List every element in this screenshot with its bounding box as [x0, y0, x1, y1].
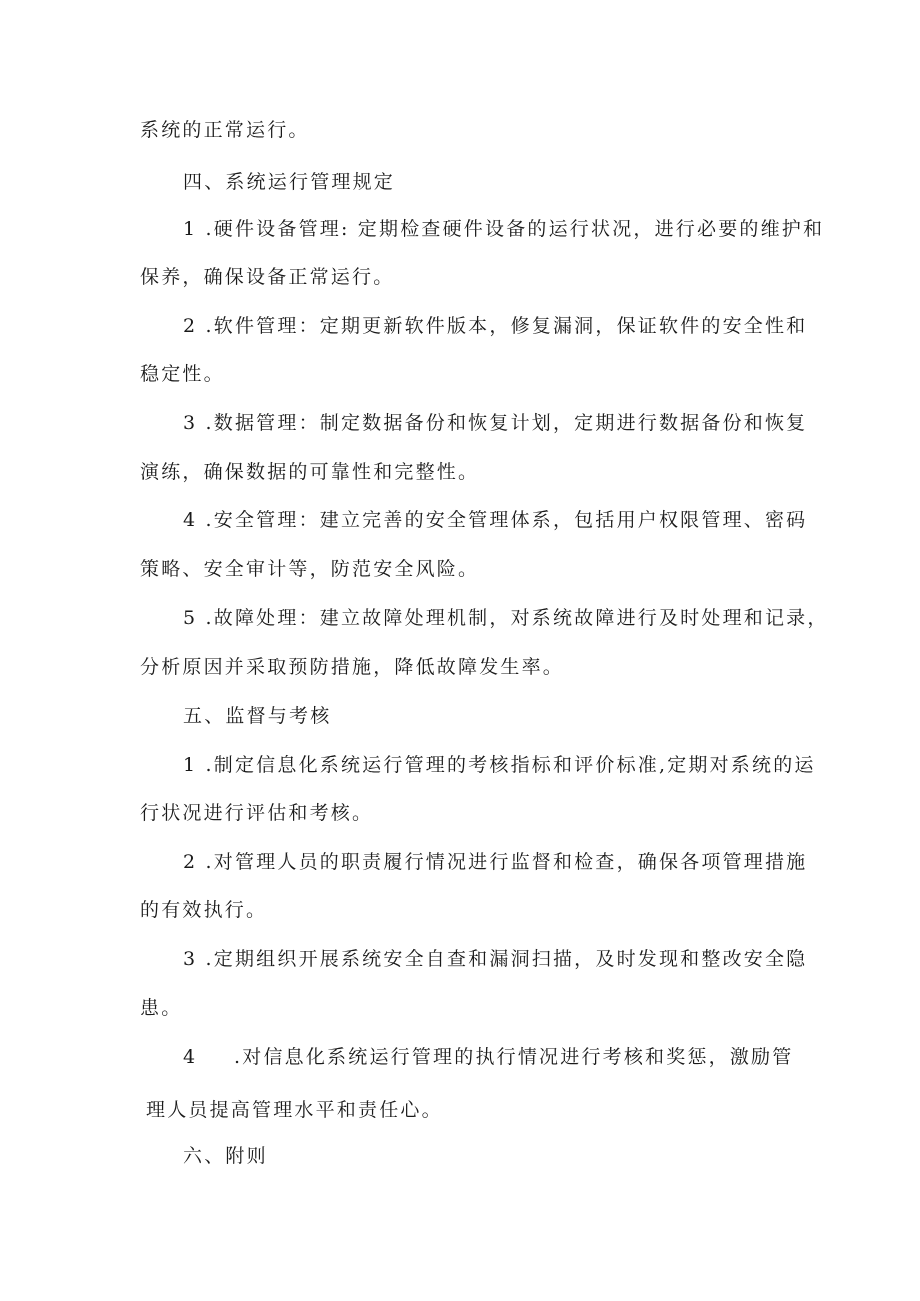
text-line: 患。 — [140, 997, 183, 1019]
section-heading: 六、附则 — [183, 1145, 268, 1167]
text-line: 分析原因并采取预防措施，降低故障发生率。 — [140, 656, 565, 678]
text-line: 1 .硬件设备管理: 定期检查硬件设备的运行状况，进行必要的维护和 — [183, 218, 825, 240]
text-line: 系统的正常运行。 — [140, 119, 310, 141]
text-line: 2 .软件管理：定期更新软件版本，修复漏洞，保证软件的安全性和 — [183, 315, 808, 337]
text-line: 理人员提高管理水平和责任心。 — [146, 1099, 443, 1121]
section-heading: 四、系统运行管理规定 — [183, 171, 396, 193]
text-line: 2 .对管理人员的职责履行情况进行监督和检查，确保各项管理措施 — [183, 851, 808, 873]
text-line: 3 .定期组织开展系统安全自查和漏洞扫描，及时发现和整改安全隐 — [183, 948, 808, 970]
text-line: 的有效执行。 — [140, 899, 268, 921]
text-line-number: 4 — [183, 1046, 198, 1068]
text-line: 3 .数据管理：制定数据备份和恢复计划，定期进行数据备份和恢复 — [183, 412, 808, 434]
text-line: 行状况进行评估和考核。 — [140, 802, 374, 824]
text-line: 保养，确保设备正常运行。 — [140, 266, 395, 288]
text-line: 演练，确保数据的可靠性和完整性。 — [140, 461, 480, 483]
text-line: 5 .故障处理：建立故障处理机制，对系统故障进行及时处理和记录， — [183, 607, 829, 629]
text-line: 4 .安全管理：建立完善的安全管理体系，包括用户权限管理、密码 — [183, 509, 808, 531]
section-heading: 五、监督与考核 — [183, 705, 332, 727]
text-line: 策略、安全审计等，防范安全风险。 — [140, 558, 480, 580]
text-line: .对信息化系统运行管理的执行情况进行考核和奖惩，激励管 — [234, 1046, 794, 1068]
text-line: 1 .制定信息化系统运行管理的考核指标和评价标准,定期对系统的运 — [183, 754, 816, 776]
text-line: 稳定性。 — [140, 363, 225, 385]
